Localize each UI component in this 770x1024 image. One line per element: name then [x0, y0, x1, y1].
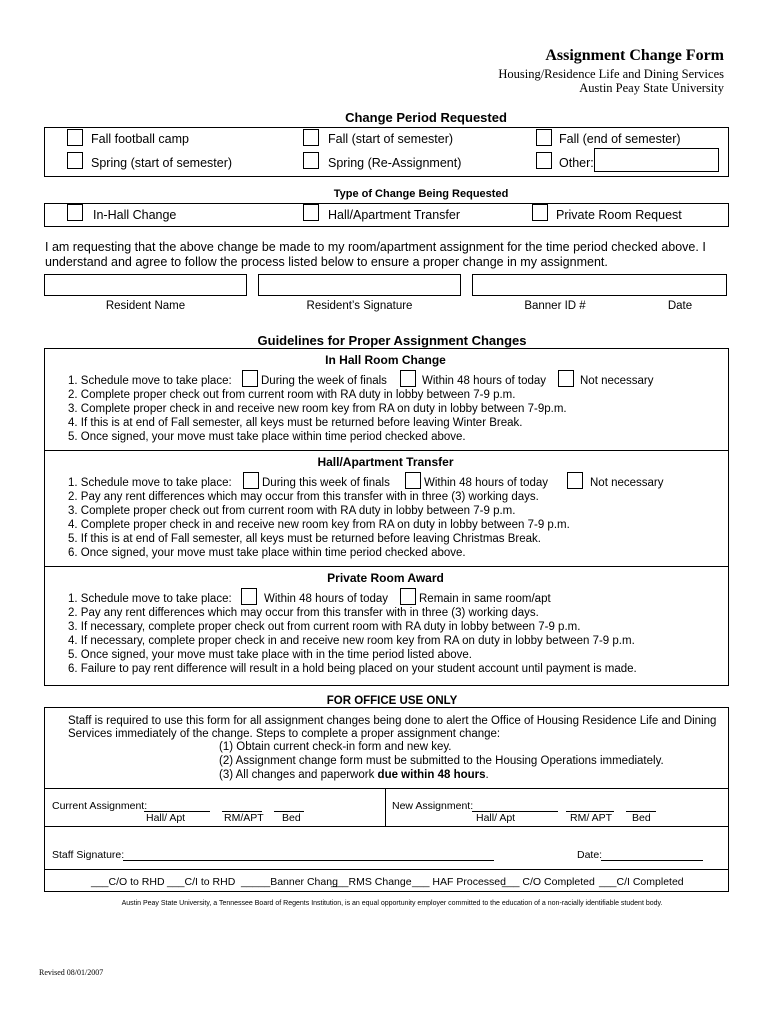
- date-label: Date: [667, 300, 693, 312]
- checklist-ci-rhd: ___C/I to RHD: [167, 876, 236, 888]
- transfer-opt-not-necessary: Not necessary: [590, 477, 664, 489]
- new-rm-label: RM/ APT: [570, 812, 613, 824]
- in-hall-step4: 4. If this is at end of Fall semester, all keys must be returned before leaving Winter Break.: [68, 417, 523, 429]
- checkbox-private-room-request[interactable]: [532, 204, 548, 221]
- in-hall-opt-48h: Within 48 hours of today: [422, 375, 547, 387]
- office-item2: (2) Assignment change form must be submitted to the Housing Operations immediately.: [219, 755, 664, 767]
- transfer-opt-48h: Within 48 hours of today: [424, 477, 549, 489]
- checklist-ci-completed: ___C/I Completed: [599, 876, 684, 888]
- office-intro-line2: Services immediately of the change. Steps to complete a proper assignment change:: [68, 728, 501, 740]
- staff-signature-line[interactable]: [123, 860, 494, 861]
- in-hall-step3: 3. Complete proper check in and receive new room key from RA on duty in lobby between 7-9p.m.: [68, 403, 567, 415]
- checkbox-fall-start[interactable]: [303, 129, 319, 146]
- in-hall-opt-finals: During the week of finals: [261, 375, 387, 387]
- staff-date-label: Date:: [577, 849, 603, 861]
- checkbox-in-hall-48h[interactable]: [400, 370, 416, 387]
- label-other: Other:: [559, 156, 594, 170]
- private-opt-same-room: Remain in same room/apt: [419, 593, 551, 605]
- in-hall-step1: 1. Schedule move to take place:: [68, 375, 232, 387]
- divider: [44, 788, 728, 789]
- label-spring-start: Spring (start of semester): [91, 156, 233, 170]
- divider: [44, 869, 728, 870]
- label-hall-apartment-transfer: Hall/Apartment Transfer: [328, 208, 460, 222]
- transfer-step5: 5. If this is at end of Fall semester, all keys must be returned before leaving Christmas Break.: [68, 533, 541, 545]
- resident-name-label: Resident Name: [105, 300, 186, 312]
- current-bed-label: Bed: [282, 812, 301, 824]
- transfer-step2: 2. Pay any rent differences which may occur from this transfer with in three (3) working days.: [68, 491, 539, 503]
- checkbox-transfer-not-necessary[interactable]: [567, 472, 583, 489]
- office-use-heading: FOR OFFICE USE ONLY: [326, 695, 458, 707]
- checklist-co-rhd: ___C/O to RHD: [91, 876, 165, 888]
- checkbox-in-hall-finals[interactable]: [242, 370, 258, 387]
- private-opt-48h: Within 48 hours of today: [264, 593, 389, 605]
- private-step6: 6. Failure to pay rent difference will result in a hold being placed on your student account until payment is made.: [68, 663, 637, 675]
- checkbox-other[interactable]: [536, 152, 552, 169]
- divider: [385, 788, 386, 826]
- private-step2: 2. Pay any rent differences which may occur from this transfer with in three (3) working days.: [68, 607, 539, 619]
- checkbox-spring-reassignment[interactable]: [303, 152, 319, 169]
- label-fall-football-camp: Fall football camp: [91, 132, 189, 146]
- resident-signature-input[interactable]: [258, 274, 461, 296]
- resident-signature-label: Resident’s Signature: [306, 300, 413, 312]
- equal-opportunity-statement: Austin Peay State University, a Tennessee Board of Regents Institution, is an equal opportunity employer committed to the education of a non-racially identifiable student body.: [121, 900, 663, 907]
- private-step3: 3. If necessary, complete proper check out from current room with RA duty in lobby between 7-9 p.m.: [68, 621, 581, 633]
- office-item1: (1) Obtain current check-in form and new key.: [219, 741, 452, 753]
- new-assignment-label: New Assignment:: [392, 800, 474, 812]
- label-fall-end: Fall (end of semester): [559, 132, 681, 146]
- request-statement: I am requesting that the above change be made to my room/apartment assignment for the time period checked above. I understand and agree to follow the process listed below to ensure a proper change in my assignment.: [45, 240, 706, 269]
- banner-id-date-input[interactable]: [472, 274, 727, 296]
- in-hall-opt-not-necessary: Not necessary: [580, 375, 654, 387]
- divider: [44, 566, 728, 567]
- checkbox-private-same-room[interactable]: [400, 588, 416, 605]
- office-item3: (3) All changes and paperwork due within 48 hours.: [219, 769, 489, 781]
- change-type-heading: Type of Change Being Requested: [333, 188, 509, 200]
- checklist-co-completed: ___ C/O Completed: [502, 876, 595, 888]
- checklist-haf-processed: ___ HAF Processed: [412, 876, 506, 888]
- checkbox-transfer-finals[interactable]: [243, 472, 259, 489]
- label-private-room-request: Private Room Request: [556, 208, 682, 222]
- label-in-hall-change: In-Hall Change: [93, 208, 177, 222]
- checkbox-fall-end[interactable]: [536, 129, 552, 146]
- checkbox-transfer-48h[interactable]: [405, 472, 421, 489]
- revision-date: Revised 08/01/2007: [39, 968, 104, 977]
- in-hall-step5: 5. Once signed, your move must take place within time period checked above.: [68, 431, 466, 443]
- in-hall-step2: 2. Complete proper check out from current room with RA duty in lobby between 7-9 p.m.: [68, 389, 516, 401]
- checkbox-hall-apartment-transfer[interactable]: [303, 204, 319, 221]
- label-spring-reassignment: Spring (Re-Assignment): [328, 156, 462, 170]
- university-name: Austin Peay State University: [579, 81, 724, 95]
- other-input[interactable]: [594, 148, 719, 172]
- checkbox-private-48h[interactable]: [241, 588, 257, 605]
- checkbox-fall-football-camp[interactable]: [67, 129, 83, 146]
- office-intro-line1: Staff is required to use this form for all assignment changes being done to alert the Office of Housing Residence Life and Dining: [68, 715, 717, 727]
- checkbox-spring-start[interactable]: [67, 152, 83, 169]
- transfer-title: Hall/Apartment Transfer: [317, 455, 454, 469]
- checkbox-in-hall-not-necessary[interactable]: [558, 370, 574, 387]
- transfer-step6: 6. Once signed, your move must take place within time period checked above.: [68, 547, 466, 559]
- private-title: Private Room Award: [327, 571, 444, 585]
- label-fall-start: Fall (start of semester): [328, 132, 454, 146]
- department-name: Housing/Residence Life and Dining Services: [498, 67, 724, 81]
- checklist-banner-change: _____Banner Chang: [241, 876, 338, 888]
- new-bed-label: Bed: [632, 812, 651, 824]
- resident-name-input[interactable]: [44, 274, 247, 296]
- transfer-opt-finals: During this week of finals: [262, 477, 390, 489]
- guidelines-heading: Guidelines for Proper Assignment Changes: [257, 333, 527, 348]
- checkbox-in-hall-change[interactable]: [67, 204, 83, 221]
- staff-date-line[interactable]: [601, 860, 703, 861]
- checklist-rms-change: ___RMS Change: [331, 876, 412, 888]
- private-step5: 5. Once signed, your move must take place with in the time period listed above.: [68, 649, 472, 661]
- current-rm-label: RM/APT: [224, 812, 264, 824]
- transfer-step1: 1. Schedule move to take place:: [68, 477, 232, 489]
- private-step4: 4. If necessary, complete proper check in and receive new room key from RA on duty in lobby between 7-9 p.m.: [68, 635, 635, 647]
- staff-signature-label: Staff Signature:: [52, 849, 125, 861]
- current-assignment-label: Current Assignment:: [52, 800, 148, 812]
- form-title: Assignment Change Form: [545, 47, 724, 64]
- transfer-step4: 4. Complete proper check in and receive new room key from RA on duty in lobby between 7-9 p.m.: [68, 519, 570, 531]
- banner-id-label: Banner ID #: [524, 300, 586, 312]
- current-hall-label: Hall/ Apt: [146, 812, 186, 824]
- divider: [44, 450, 728, 451]
- private-step1: 1. Schedule move to take place:: [68, 593, 232, 605]
- divider: [44, 826, 728, 827]
- change-period-heading: Change Period Requested: [345, 110, 507, 125]
- in-hall-title: In Hall Room Change: [325, 353, 446, 367]
- new-hall-label: Hall/ Apt: [476, 812, 516, 824]
- transfer-step3: 3. Complete proper check out from current room with RA duty in lobby between 7-9 p.m.: [68, 505, 516, 517]
